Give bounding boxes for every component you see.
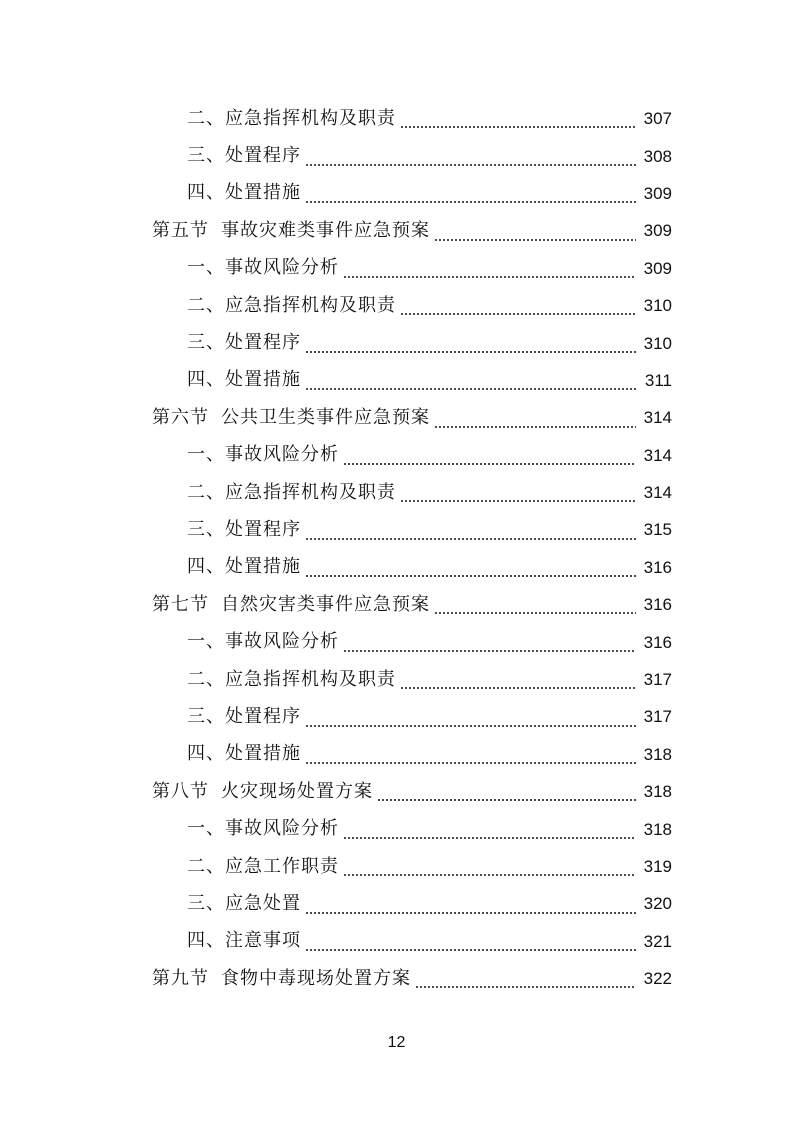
toc-section-entry[interactable] <box>0 773 672 810</box>
toc-dot-leader <box>305 201 636 203</box>
toc-entry[interactable] <box>0 287 672 324</box>
toc-entry-title: 三、应急处置 <box>187 892 301 914</box>
toc-entry[interactable] <box>0 250 672 287</box>
toc-entry-title: 二、应急指挥机构及职责 <box>187 668 396 690</box>
toc-entry-title: 一、事故风险分析 <box>187 444 339 466</box>
toc-section-number: 第八节 <box>152 780 209 802</box>
toc-entry-title: 二、应急工作职责 <box>187 855 339 877</box>
toc-section-number: 第七节 <box>152 593 209 615</box>
toc-dot-leader <box>305 575 636 577</box>
toc-dot-leader <box>400 313 636 315</box>
toc-entry[interactable] <box>0 923 672 960</box>
toc-entry-page: 316 <box>643 557 672 577</box>
toc-section-name: 公共卫生类事件应急预案 <box>221 406 430 428</box>
toc-entry-page: 310 <box>643 296 672 316</box>
toc-entry-page: 309 <box>643 258 672 278</box>
toc-section-name: 事故灾难类事件应急预案 <box>221 219 430 241</box>
toc-entry-title: 四、处置措施 <box>187 182 301 204</box>
toc-entry[interactable] <box>0 137 672 174</box>
toc-dot-leader <box>305 351 636 353</box>
toc-dot-leader <box>343 276 636 278</box>
toc-entry[interactable] <box>0 362 672 399</box>
toc-dot-leader <box>400 126 636 128</box>
toc-entry-page: 316 <box>643 595 672 615</box>
toc-entry-page: 307 <box>643 109 672 129</box>
toc-entry[interactable] <box>0 698 672 735</box>
toc-dot-leader <box>305 762 636 764</box>
toc-entry-title: 一、事故风险分析 <box>187 631 339 653</box>
toc-section-number: 第九节 <box>152 967 209 989</box>
toc-entry-page: 318 <box>643 744 672 764</box>
toc-entry[interactable] <box>0 661 672 698</box>
toc-section-number: 第六节 <box>152 406 209 428</box>
toc-entry-page: 316 <box>643 632 672 652</box>
toc-entry[interactable] <box>0 324 672 361</box>
toc-entry-title: 四、处置措施 <box>187 369 301 391</box>
toc-entry-title: 一、事故风险分析 <box>187 257 339 279</box>
toc-section-number: 第五节 <box>152 219 209 241</box>
toc-entry-page: 309 <box>643 221 672 241</box>
toc-entry[interactable] <box>0 623 672 660</box>
toc-entry-title: 三、处置程序 <box>187 145 301 167</box>
toc-entry-page: 320 <box>643 894 672 914</box>
toc-entry[interactable] <box>0 437 672 474</box>
toc-entry-page: 314 <box>643 483 672 503</box>
toc-dot-leader <box>305 388 636 390</box>
toc-dot-leader <box>415 986 636 988</box>
toc-entry-page: 318 <box>643 782 672 802</box>
toc-entry-page: 315 <box>643 520 672 540</box>
toc-entry[interactable] <box>0 474 672 511</box>
toc-section-entry[interactable] <box>0 212 672 249</box>
toc-entry[interactable] <box>0 736 672 773</box>
toc-entry-title: 二、应急指挥机构及职责 <box>187 294 396 316</box>
toc-dot-leader <box>400 687 636 689</box>
toc-entry[interactable] <box>0 885 672 922</box>
toc-dot-leader <box>434 239 636 241</box>
toc-dot-leader <box>434 426 636 428</box>
toc-section-entry[interactable] <box>0 586 672 623</box>
toc-dot-leader <box>377 799 636 801</box>
toc-dot-leader <box>343 463 636 465</box>
toc-dot-leader <box>343 874 636 876</box>
toc-section-entry[interactable] <box>0 960 672 997</box>
toc-dot-leader <box>343 837 636 839</box>
toc-entry-page: 314 <box>643 408 672 428</box>
toc-entry-page: 317 <box>643 670 672 690</box>
toc-section-name: 火灾现场处置方案 <box>221 780 373 802</box>
table-of-contents <box>0 100 793 997</box>
toc-entry-page: 314 <box>643 445 672 465</box>
toc-entry-page: 322 <box>643 969 672 989</box>
toc-dot-leader <box>305 949 636 951</box>
toc-section-title <box>152 593 430 615</box>
toc-entry[interactable] <box>0 100 672 137</box>
toc-section-title <box>152 780 373 802</box>
toc-section-title <box>152 406 430 428</box>
toc-entry-title: 三、处置程序 <box>187 705 301 727</box>
toc-entry-title: 三、处置程序 <box>187 518 301 540</box>
toc-entry-title: 四、处置措施 <box>187 743 301 765</box>
toc-entry-page: 318 <box>643 819 672 839</box>
toc-entry[interactable] <box>0 810 672 847</box>
page-number: 12 <box>387 1034 406 1051</box>
toc-entry-title: 四、注意事项 <box>187 930 301 952</box>
toc-entry-page: 321 <box>643 931 672 951</box>
toc-entry-title: 一、事故风险分析 <box>187 818 339 840</box>
toc-section-title <box>152 219 430 241</box>
toc-dot-leader <box>400 500 636 502</box>
toc-entry-page: 308 <box>643 146 672 166</box>
toc-entry-page: 319 <box>643 857 672 876</box>
toc-entry[interactable] <box>0 511 672 548</box>
toc-section-name: 食物中毒现场处置方案 <box>221 967 411 989</box>
toc-section-name: 自然灾害类事件应急预案 <box>221 593 430 615</box>
toc-entry-title: 四、处置措施 <box>187 556 301 578</box>
toc-dot-leader <box>305 725 636 727</box>
toc-entry[interactable] <box>0 549 672 586</box>
toc-entry-title: 二、应急指挥机构及职责 <box>187 481 396 503</box>
toc-section-entry[interactable] <box>0 399 672 436</box>
toc-entry-page: 311 <box>644 370 672 390</box>
toc-entry-page: 309 <box>643 183 672 203</box>
toc-dot-leader <box>305 912 636 914</box>
toc-dot-leader <box>305 538 636 540</box>
toc-entry[interactable] <box>0 175 672 212</box>
toc-dot-leader <box>343 650 636 652</box>
toc-entry[interactable] <box>0 848 672 885</box>
toc-entry-title: 三、处置程序 <box>187 332 301 354</box>
toc-entry-page: 317 <box>643 707 672 727</box>
toc-section-title <box>152 967 411 989</box>
toc-entry-page: 310 <box>643 333 672 353</box>
toc-dot-leader <box>305 164 636 166</box>
toc-dot-leader <box>434 612 636 614</box>
toc-entry-title: 二、应急指挥机构及职责 <box>187 107 396 129</box>
